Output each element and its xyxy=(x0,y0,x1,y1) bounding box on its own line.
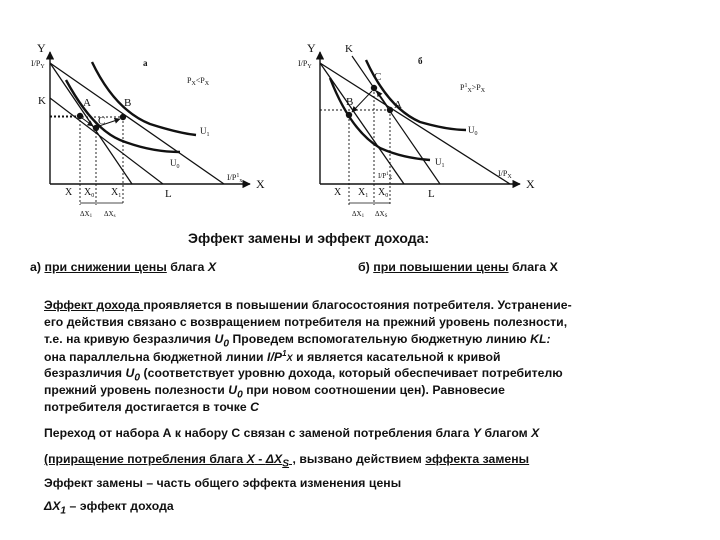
label-k: K xyxy=(38,95,46,107)
label-inner-budget: $I/P^1_X$ xyxy=(378,172,393,181)
label-new-budget: $I/P^1_x$ xyxy=(227,173,243,184)
paragraph-line-2: его действия связано с возвращением потребителя на прежний уровень полезности, xyxy=(44,315,568,329)
indifference-curve-u1 xyxy=(92,62,196,135)
substitution-effect-term: эффекта замены xyxy=(425,452,530,466)
price-relation: $P^1_X>P_X$ xyxy=(460,83,486,94)
label-x0: $X_0$ xyxy=(378,187,389,199)
y-intercept-label: $I/P_Y$ xyxy=(298,59,312,70)
y-intercept-label: $I/P_Y$ xyxy=(31,59,45,70)
graph-price-increase xyxy=(270,0,570,230)
label-b: B xyxy=(124,97,132,109)
label-delta-x1: ΔX1 xyxy=(352,210,365,219)
point-c xyxy=(371,85,377,91)
new-budget-line xyxy=(320,63,404,184)
label-b: B xyxy=(346,96,354,108)
auxiliary-budget-line-kl xyxy=(50,98,163,184)
caption-b-underlined: при повышении цены xyxy=(373,260,509,274)
x-axis-label: X xyxy=(256,177,265,191)
page-title: Эффект замены и эффект дохода: xyxy=(188,230,430,246)
label-u1: $U_1$ xyxy=(435,157,445,169)
caption-a: а) при снижении цены блага X xyxy=(30,260,217,274)
arrow-c-to-b xyxy=(352,91,372,112)
y-axis-label: Y xyxy=(37,41,46,55)
point-a xyxy=(387,107,393,113)
paragraph-line-3: т.е. на кривую безразличия $U_0$ Проведем вспомогательную бюджетную линию KL: xyxy=(44,332,551,350)
label-a: A xyxy=(394,99,402,111)
label-l: L xyxy=(165,188,172,200)
label-x: X xyxy=(334,187,342,198)
price-relation: $P_X<P_X$ xyxy=(187,76,210,87)
label-outer-budget: $I/P_X$ xyxy=(498,169,512,180)
transition-line: Переход от набора А к набору С связан с заменой потребления блага Y благом X xyxy=(44,426,540,440)
label-c: C xyxy=(374,71,382,83)
paragraph-line-6: прежний уровень полезности $U_0$ при новом соотношении цен). Равновесие xyxy=(44,383,505,401)
paragraph-line-7: потребителя достигается в точке C xyxy=(44,400,259,414)
label-x0: $X_0$ xyxy=(84,187,95,199)
point-b xyxy=(346,112,352,118)
panel-letter: a xyxy=(143,58,148,68)
paragraph-line-1: Эффект дохода проявляется в повышении благосостояния потребителя. Устранение- xyxy=(44,298,572,312)
paragraph-line-4: она параллельна бюджетной линии $I/P^1X$ и является касательной к кривой xyxy=(44,349,501,365)
label-c: C xyxy=(98,115,106,127)
label-x: X xyxy=(65,187,73,198)
label-u0: $U_0$ xyxy=(468,125,478,137)
caption-b: б) при повышении цены блага X xyxy=(358,260,558,274)
initial-budget-line xyxy=(50,63,132,184)
point-b xyxy=(120,114,126,120)
label-a: A xyxy=(83,97,91,109)
paragraph-line-5: безразличия $U_0$ (соответствует уровню дохода, который обеспечивает потребителю xyxy=(44,366,563,384)
label-u0: $U_0$ xyxy=(170,158,180,170)
auxiliary-budget-line-kl xyxy=(352,56,440,184)
definition-line: Эффект замены – часть общего эффекта изменения цены xyxy=(44,476,402,490)
label-u1: $U_1$ xyxy=(200,126,210,138)
caption-a-underlined: при снижении цены xyxy=(44,260,167,274)
label-delta-xs: ΔXs xyxy=(104,210,116,219)
label-k: K xyxy=(345,43,353,55)
label-x1: $X_1$ xyxy=(358,187,369,199)
label-x1: $X_1$ xyxy=(111,187,122,199)
label-l: L xyxy=(428,188,435,200)
income-effect-term: Эффект дохода xyxy=(44,298,144,312)
x-axis-label: X xyxy=(526,177,535,191)
panel-letter: б xyxy=(418,56,423,66)
label-delta-x1: ΔX1 xyxy=(80,210,93,219)
income-effect-line: $\Delta X_1$ – эффект дохода xyxy=(44,499,174,517)
label-delta-xs: ΔXS xyxy=(375,210,388,219)
increment-line: (приращение потребления блага X - $\Delta X_S$ , вызвано действием эффекта замены xyxy=(44,452,530,470)
y-axis-label: Y xyxy=(307,41,316,55)
initial-budget-line xyxy=(320,63,510,184)
graph-price-decrease xyxy=(0,0,300,230)
